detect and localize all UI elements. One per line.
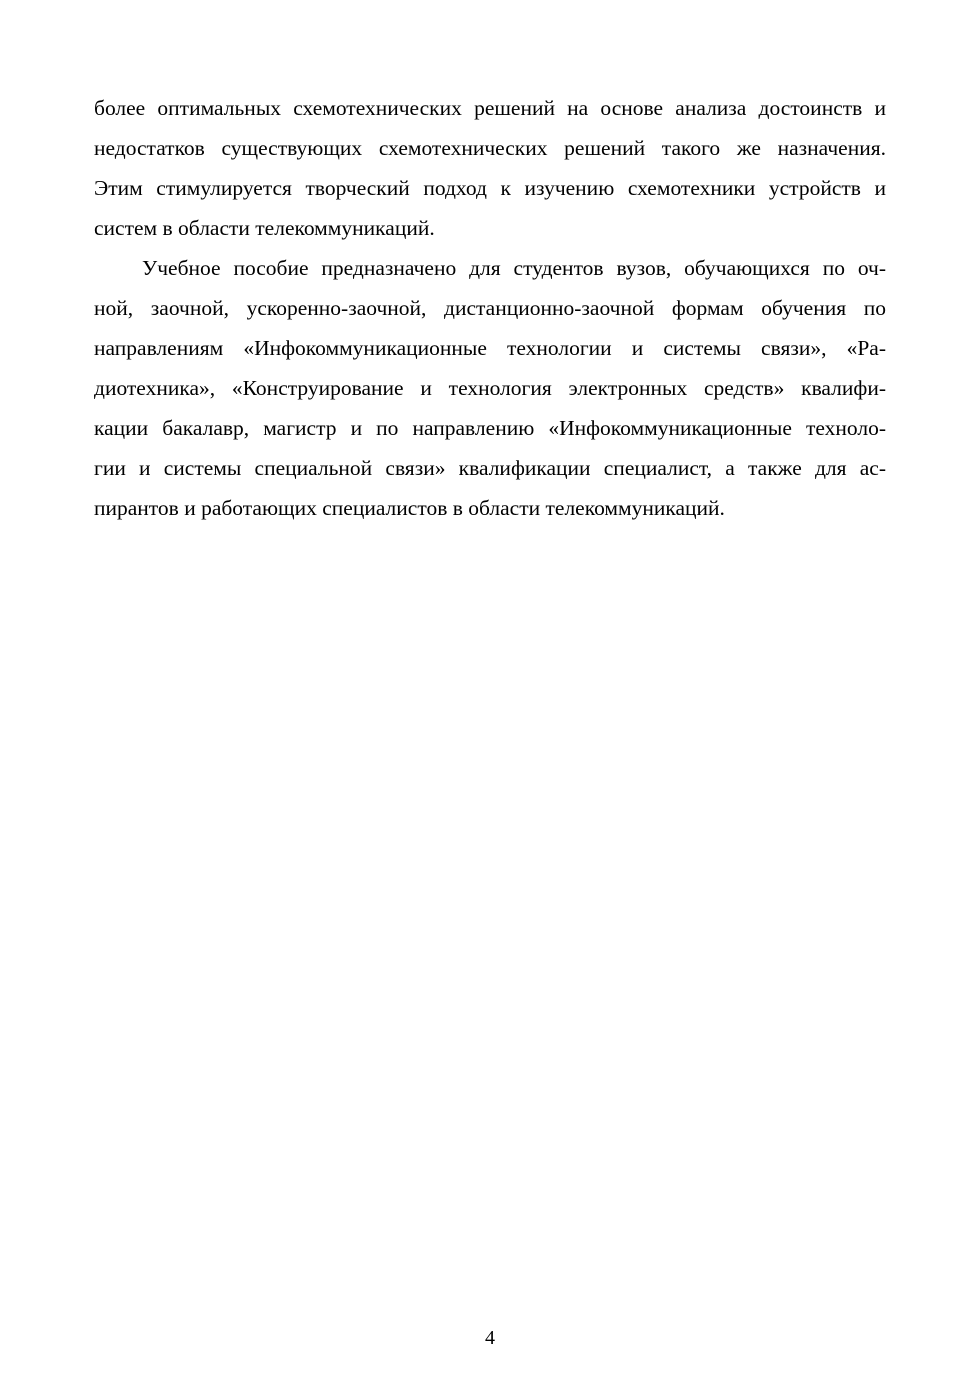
body-text: [94, 88, 886, 528]
paragraph-2-line-5: кации бакалавр, магистр и по направлению «Инфокоммуникационные техноло-: [94, 416, 886, 440]
paragraph-1-line-3: Этим стимулируется творческий подход к изучению схемотехники устройств и: [94, 176, 886, 200]
paragraph-2-line-4: диотехника», «Конструирование и технология электронных средств» квалифи-: [94, 376, 886, 400]
paragraph-2-line-6: гии и системы специальной связи» квалификации специалист, а также для ас-: [94, 456, 886, 480]
paragraph-1-line-1: более оптимальных схемотехнических решений на основе анализа достоинств и: [94, 96, 886, 120]
paragraph-2: [94, 248, 886, 528]
paragraph-1: [94, 88, 886, 248]
paragraph-2-line-3: направлениям «Инфокоммуникационные технологии и системы связи», «Ра-: [94, 336, 886, 360]
paragraph-2-line-2: ной, заочной, ускоренно-заочной, дистанционно-заочной формам обучения по: [94, 296, 886, 320]
paragraph-1-line-4: систем в области телекоммуникаций.: [94, 216, 435, 240]
paragraph-2-line-1: Учебное пособие предназначено для студентов вузов, обучающихся по оч-: [142, 256, 886, 280]
page-number: 4: [485, 1327, 495, 1349]
paragraph-1-line-2: недостатков существующих схемотехнических решений такого же назначения.: [94, 136, 886, 160]
paragraph-2-line-7: пирантов и работающих специалистов в области телекоммуникаций.: [94, 496, 725, 520]
